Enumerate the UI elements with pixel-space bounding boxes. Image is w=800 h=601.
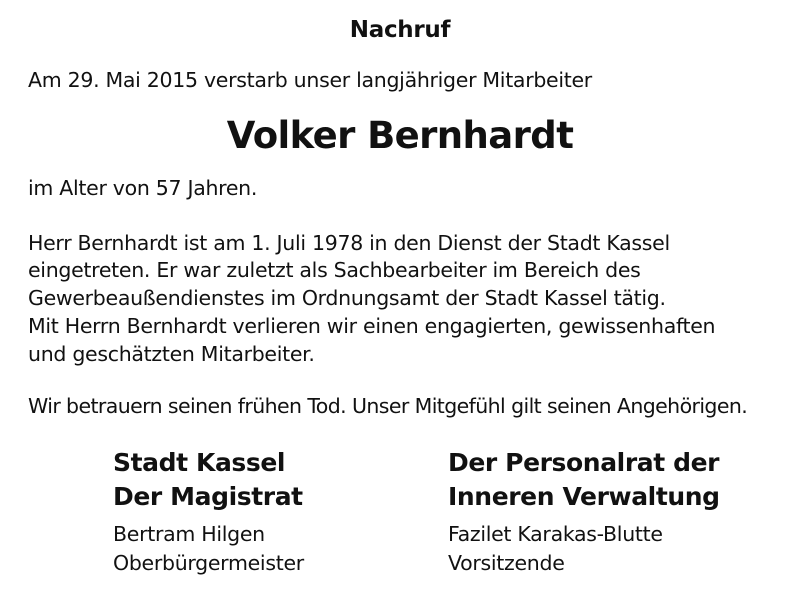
body-line: Gewerbeaußendienstes im Ordnungsamt der Stadt Kassel tätig. xyxy=(28,286,666,310)
signature-org-line: Inneren Verwaltung xyxy=(448,482,720,511)
deceased-name: Volker Bernhardt xyxy=(226,114,574,157)
signature-role: Vorsitzende xyxy=(448,551,565,575)
signature-org-line: Der Magistrat xyxy=(113,482,303,511)
age-text: im Alter von 57 Jahren. xyxy=(28,176,258,200)
intro-text: Am 29. Mai 2015 verstarb unser langjähriger Mitarbeiter xyxy=(28,68,592,92)
body-line: und geschätzten Mitarbeiter. xyxy=(28,342,315,366)
notice-heading: Nachruf xyxy=(349,17,451,43)
condolence-text: Wir betrauern seinen frühen Tod. Unser Mitgefühl gilt seinen Angehörigen. xyxy=(28,394,748,418)
signature-org-line: Der Personalrat der xyxy=(448,448,720,477)
signature-person: Fazilet Karakas-Blutte xyxy=(448,522,663,546)
signature-person: Bertram Hilgen xyxy=(113,522,265,546)
body-line: eingetreten. Er war zuletzt als Sachbearbeiter im Bereich des xyxy=(28,258,641,282)
signature-role: Oberbürgermeister xyxy=(113,551,304,575)
signature-org-line: Stadt Kassel xyxy=(113,448,286,477)
body-line: Mit Herrn Bernhardt verlieren wir einen engagierten, gewissenhaften xyxy=(28,314,716,338)
body-line: Herr Bernhardt ist am 1. Juli 1978 in den Dienst der Stadt Kassel xyxy=(28,231,670,255)
